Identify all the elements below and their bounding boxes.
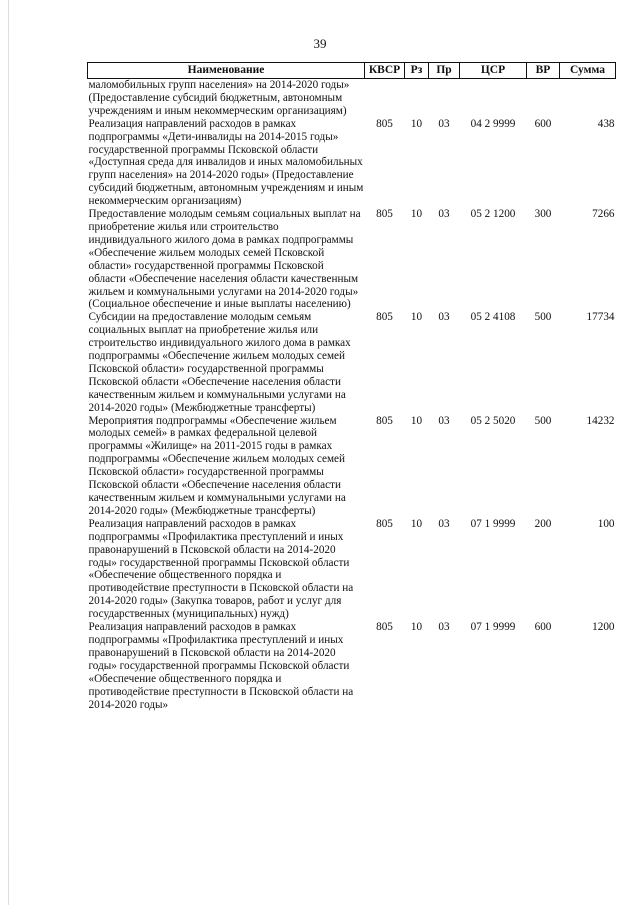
header-name: Наименование — [88, 63, 365, 79]
header-csr: ЦСР — [460, 63, 527, 79]
header-kvsr: КВСР — [365, 63, 405, 79]
row-kvsr: 805 — [376, 414, 393, 427]
table-row — [88, 118, 616, 208]
header-rz: Рз — [405, 63, 429, 79]
row-pr: 03 — [438, 208, 450, 221]
row-csr: 05 2 4108 — [470, 311, 516, 324]
row-kvsr: 805 — [376, 621, 393, 634]
row-rz: 10 — [410, 117, 423, 130]
row-name: Субсидии на предоставление молодым семьям социальных выплат на приобретение жилья или строительство индивидуального жилого дома в рамках подпрограммы «Обеспечение жильем молодых семей Псковской области» государственной программы Псковской области «Обеспечение населения области качественным жильем и коммунальными услугами на 2014-2020 годы» (Межбюджетные трансферты) — [88, 311, 351, 414]
row-sum: 7266 — [592, 208, 615, 221]
row-pr: 03 — [438, 414, 450, 427]
row-name: Мероприятия подпрограммы «Обеспечение жильем молодых семей» в рамках федеральной целевой программы «Жилище» на 2011-2015 годы в рамках подпрограммы «Обеспечение жильем молодых семей Псковской области» государственной программы Псковской области «Обеспечение населения области качественным жильем и коммунальными услугами на 2014-2020 годы» (Межбюджетные трансферты) — [88, 414, 346, 517]
table-row — [88, 518, 616, 621]
row-rz: 10 — [410, 517, 423, 530]
row-name: Реализация направлений расходов в рамках подпрограммы «Профилактика преступлений и иных правонарушений в Псковской области на 2014-2020 годы» государственной программы Псковской области «Обеспечение общественного порядка и противодействие преступности в Псковской области на 2014-2020 годы» — [88, 621, 354, 711]
row-name: Предоставление молодым семьям социальных выплат на приобретение жилья или строительство индивидуального жилого дома в рамках подпрограммы «Обеспечение жильем молодых семей Псковской области» государственной программы Псковской области «Обеспечение населения области качественным жильем и коммунальными услугами на 2014-2020 годы» (Социальное обеспечение и иные выплаты населению) — [88, 208, 361, 311]
row-csr — [460, 79, 527, 118]
row-pr — [429, 79, 460, 118]
header-sum: Сумма — [560, 63, 616, 79]
row-sum: 438 — [597, 117, 615, 130]
row-pr: 03 — [438, 517, 450, 530]
row-kvsr — [365, 79, 405, 118]
row-csr: 04 2 9999 — [470, 117, 516, 130]
row-vr: 200 — [534, 517, 552, 530]
row-csr: 07 1 9999 — [470, 621, 516, 634]
table-row — [88, 208, 616, 311]
row-vr: 600 — [534, 621, 552, 634]
page-number: 39 — [313, 36, 327, 51]
header-pr: Пр — [429, 63, 460, 79]
row-vr: 500 — [534, 311, 552, 324]
row-vr: 500 — [534, 414, 552, 427]
row-sum: 1200 — [592, 621, 615, 634]
table-row — [88, 79, 616, 118]
row-sum: 100 — [597, 517, 615, 530]
row-sum: 17734 — [586, 311, 615, 324]
row-csr: 05 2 5020 — [470, 414, 516, 427]
row-vr: 600 — [534, 117, 552, 130]
row-rz — [405, 79, 429, 118]
scan-edge — [8, 0, 9, 905]
row-pr: 03 — [438, 311, 450, 324]
row-vr — [527, 79, 560, 118]
row-kvsr: 805 — [376, 517, 393, 530]
budget-table — [87, 62, 616, 711]
table-row — [88, 311, 616, 414]
table-header-row — [88, 63, 616, 79]
row-rz: 10 — [410, 621, 423, 634]
row-rz: 10 — [410, 311, 423, 324]
table-row — [88, 621, 616, 711]
row-kvsr: 805 — [376, 117, 393, 130]
table-row — [88, 415, 616, 518]
row-pr: 03 — [438, 117, 450, 130]
row-name: маломобильных групп населения» на 2014-2020 годы» (Предоставление субсидий бюджетным, автономным учреждениям и иным некоммерческим организациям) — [88, 79, 350, 117]
row-sum: 14232 — [586, 414, 615, 427]
row-vr: 300 — [534, 208, 552, 221]
row-kvsr: 805 — [376, 208, 393, 221]
row-csr: 07 1 9999 — [470, 517, 516, 530]
row-name: Реализация направлений расходов в рамках подпрограммы «Дети-инвалиды на 2014-2015 годы» государственной программы Псковской области «Доступная среда для инвалидов и иных маломобильных групп населения» на 2014-2020 годы» (Предоставление субсидий бюджетным, автономным учреждениям и иным некоммерческим организациям) — [88, 117, 364, 208]
row-csr: 05 2 1200 — [470, 208, 516, 221]
row-kvsr: 805 — [376, 311, 393, 324]
row-rz: 10 — [410, 414, 423, 427]
row-pr: 03 — [438, 621, 450, 634]
row-rz: 10 — [410, 208, 423, 221]
row-sum — [560, 79, 616, 118]
header-vr: ВР — [527, 63, 560, 79]
row-name: Реализация направлений расходов в рамках подпрограммы «Профилактика преступлений и иных правонарушений в Псковской области на 2014-2020 годы» государственной программы Псковской области «Обеспечение общественного порядка и противодействие преступности в Псковской области на 2014-2020 годы» (Закупка товаров, работ и услуг для государственных (муниципальных) нужд) — [88, 517, 354, 621]
